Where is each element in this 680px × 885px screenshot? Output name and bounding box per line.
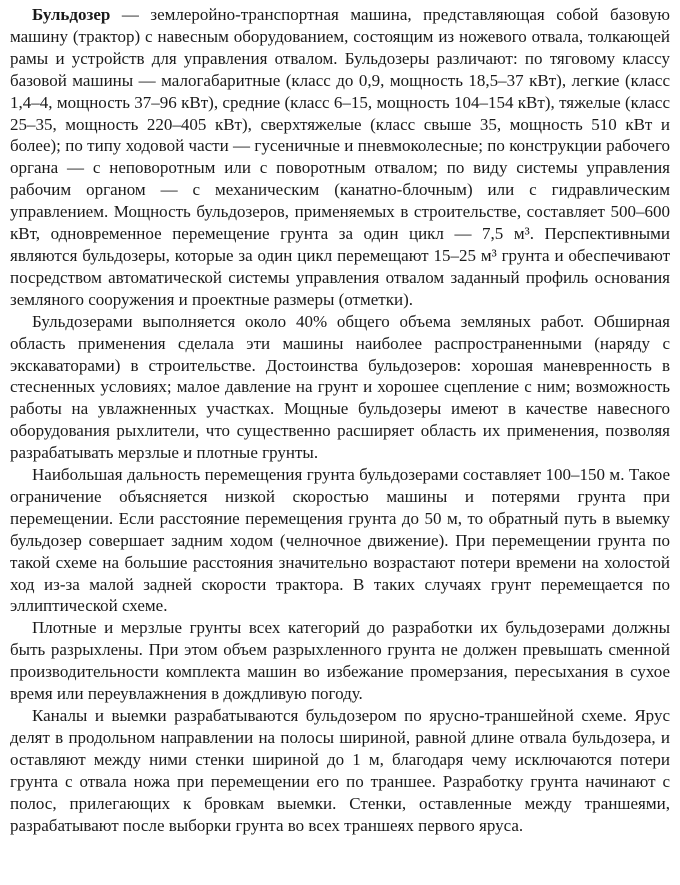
paragraph-text: Плотные и мерзлые грунты всех категорий до разработки их бульдозерами должны быть разрыхлены. При этом объем разрыхленного грунта не должен превышать сменной производительности комплекта машин во избежание промерзания, пересыхания в сухое время или переувлажнения в дождливую погоду. <box>10 618 670 704</box>
paragraph-text: — землеройно-транспортная машина, представляющая собой базовую машину (трактор) с навесным оборудованием, состоящим из ножевого отвала, толкающей рамы и устройств для управления отвалом. Бульдозеры различают: по тяговому классу базовой машины — малогабаритные (класс до 0,9, мощность 18,5–37 кВт), легкие (класс 1,4–4, мощность 37–96 кВт), средние (класс 6–15, мощность 104–154 кВт), тяжелые (класс 25–35, мощность 220–405 кВт), сверхтяжелые (класс свыше 35, мощность 510 кВт и более); по типу ходовой части — гусеничные и пневмоколесные; по конструкции рабочего органа — с неповоротным или с поворотным отвалом; по виду системы управления рабочим органом — с механическим (канатно-блочным) или с гидравлическим управлением. Мощность бульдозеров, применяемых в строительстве, составляет 500–600 кВт, одновременное перемещение грунта за один цикл — 7,5 м³. Перспективными являются бульдозеры, которые за один цикл перемещают 15–25 м³ грунта и обеспечивают посредством автоматической системы управления отвалом заданный профиль основания земляного сооружения и проектные размеры (отметки). <box>10 5 670 309</box>
paragraph-distance <box>10 464 670 617</box>
document-page <box>10 4 670 836</box>
paragraph-text: Наибольшая дальность перемещения грунта бульдозерами составляет 100–150 м. Такое ограничение объясняется низкой скоростью машины и потерями грунта при перемещении. Если расстояние перемещения грунта до 50 м, то обратный путь в выемку бульдозер совершает задним ходом (челночное движение). При перемещении грунта по такой схеме на большие расстояния значительно возрастают потери времени на холостой ход из-за малой задней скорости трактора. В таких случаях грунт перемещается по эллиптической схеме. <box>10 465 670 616</box>
paragraph-text: Бульдозерами выполняется около 40% общего объема земляных работ. Обширная область применения сделала эти машины наиболее распространенными (наряду с экскаваторами) в строительстве. Достоинства бульдозеров: хорошая маневренность в стесненных условиях; малое давление на грунт и хорошее сцепление с ним; возможность работы на увлажненных участках. Мощные бульдозеры имеют в качестве навесного оборудования рыхлители, что существенно расширяет область их применения, позволяя разрабатывать мерзлые и плотные грунты. <box>10 311 670 463</box>
paragraph-channels <box>10 705 670 836</box>
paragraph-usage <box>10 311 670 464</box>
paragraph-frozen-soils <box>10 617 670 705</box>
lead-term: Бульдозер <box>32 5 111 24</box>
paragraph-bulldozer-definition <box>10 4 670 311</box>
paragraph-text: Каналы и выемки разрабатываются бульдозером по ярусно-траншейной схеме. Ярус делят в продольном направлении на полосы шириной, равной длине отвала бульдозера, и оставляют между ними стенки шириной до 1 м, благодаря чему исключаются потери грунта с отвала ножа при перемещении его по траншее. Разработку грунта начинают с полос, прилегающих к бровкам выемки. Стенки, оставленные между траншеями, разрабатывают после выборки грунта во всех траншеях первого яруса. <box>10 706 670 835</box>
